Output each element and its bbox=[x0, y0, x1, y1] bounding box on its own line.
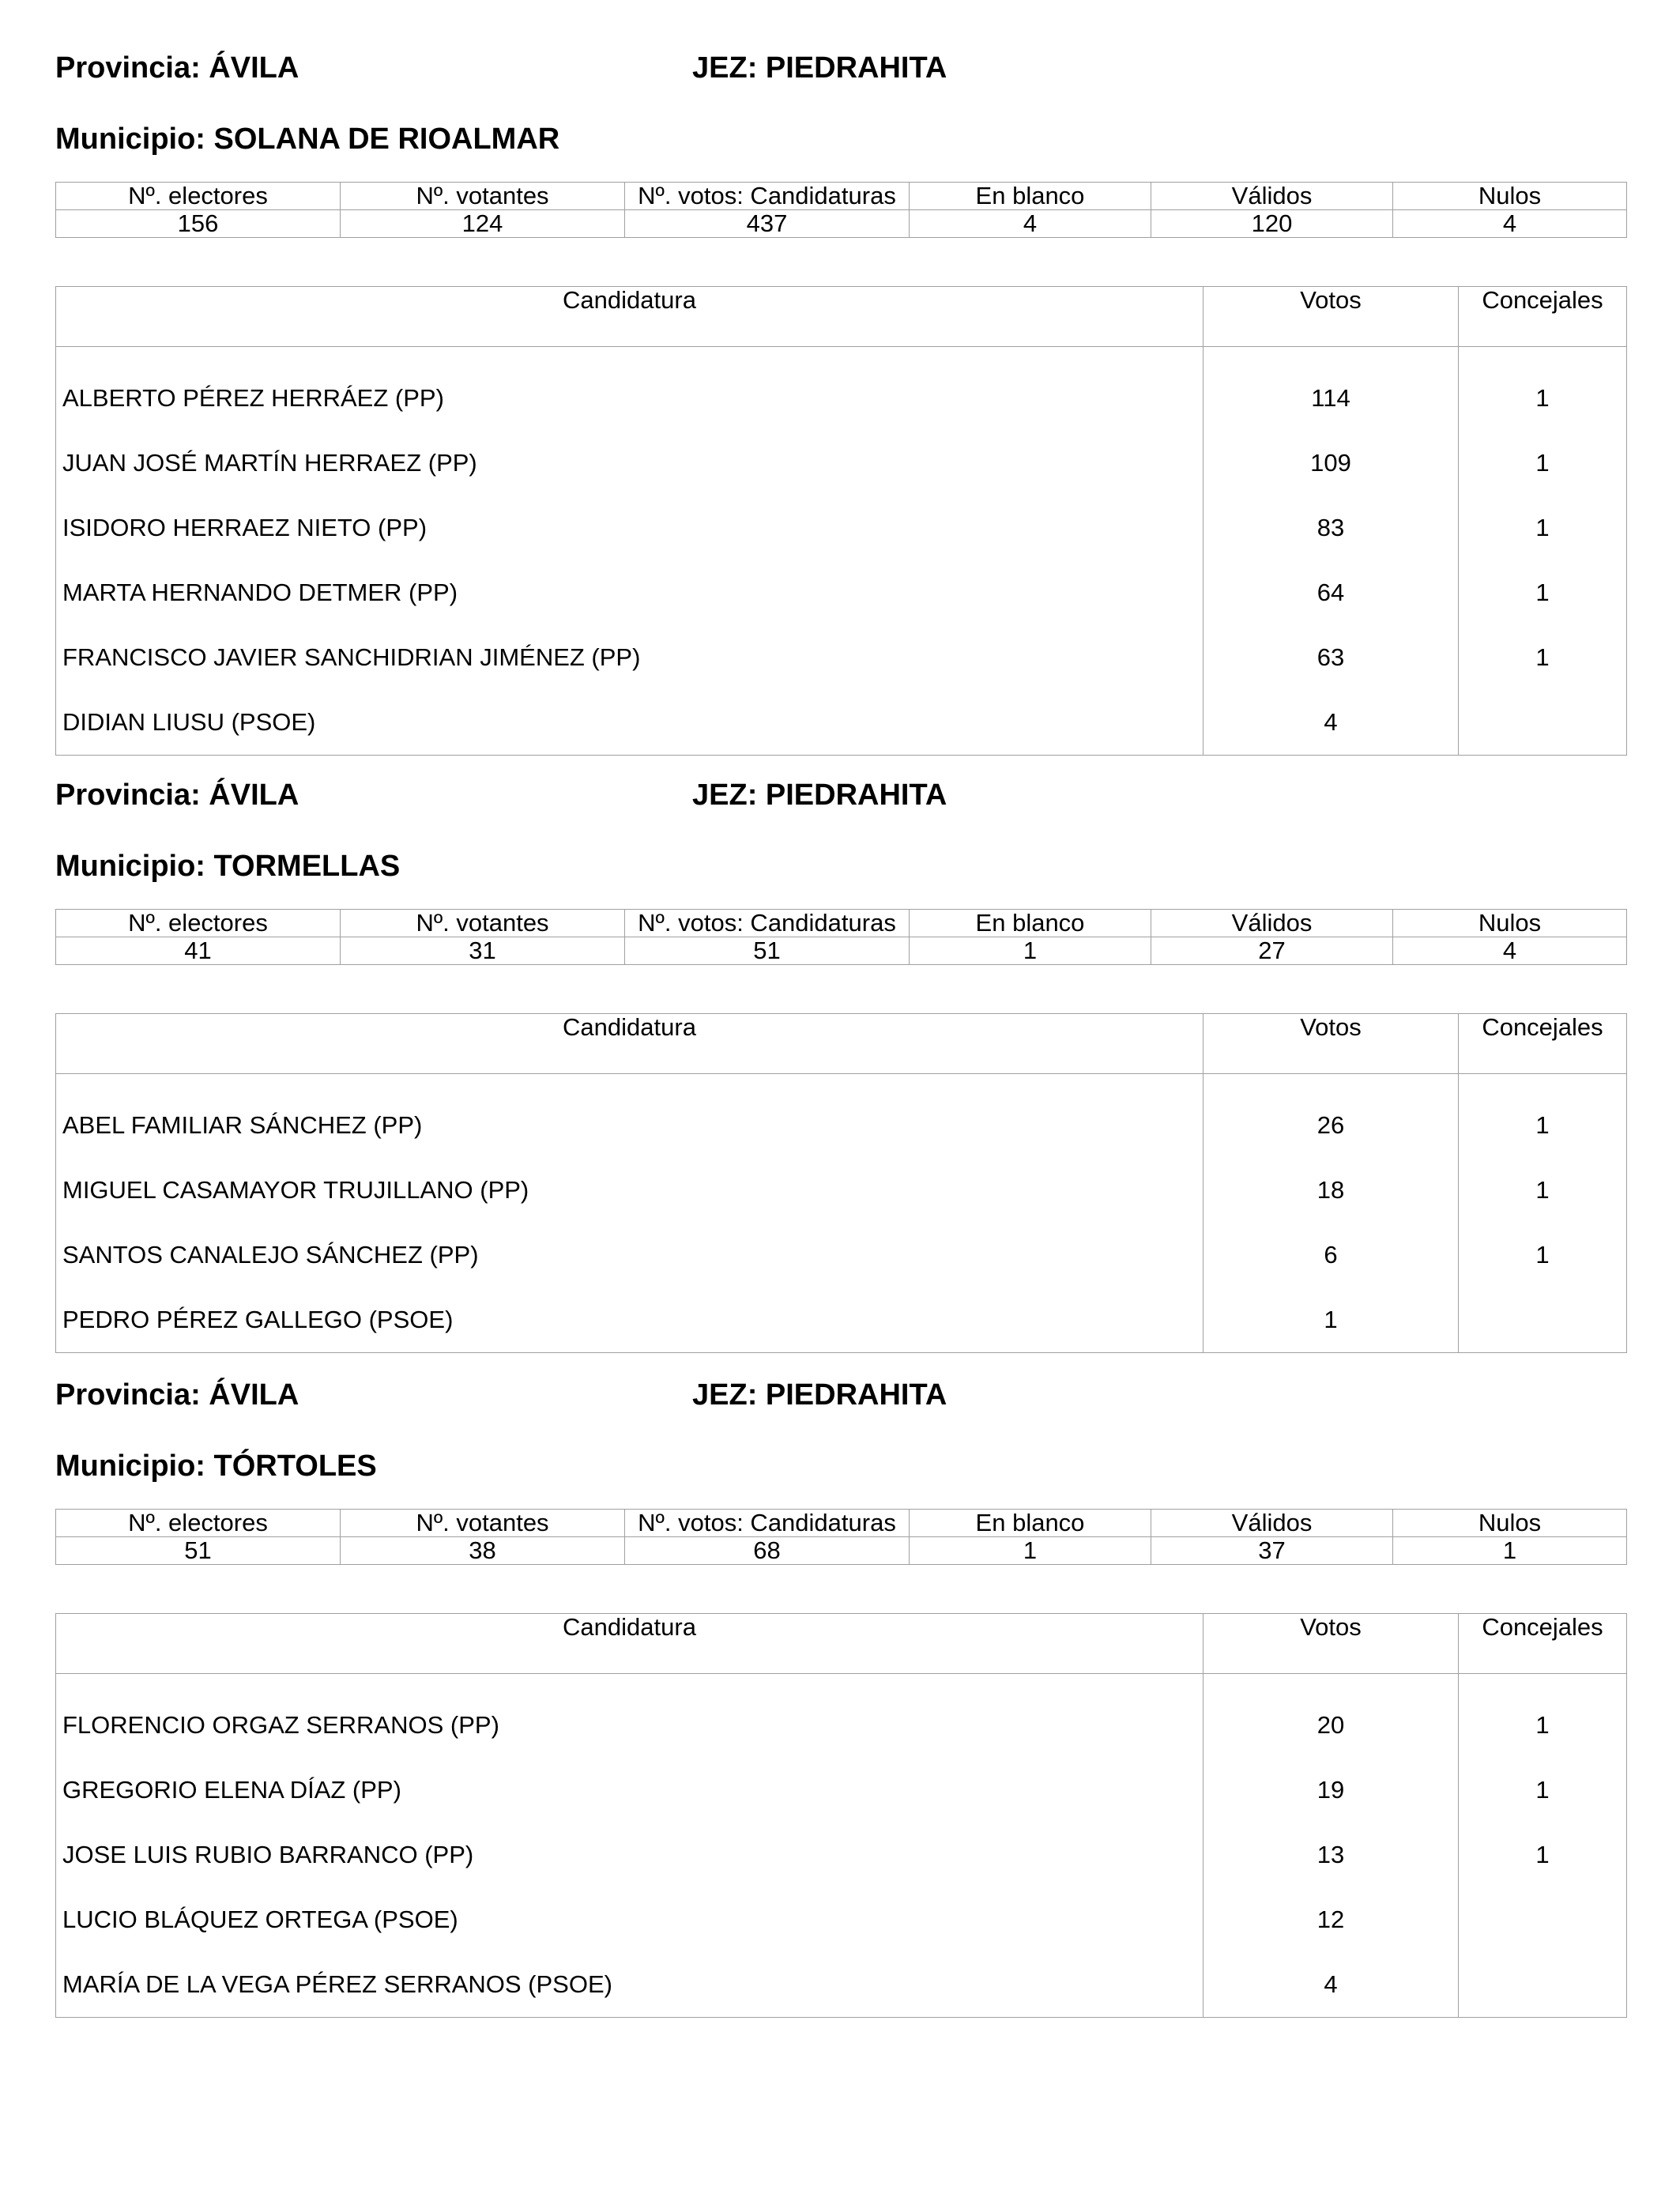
candidate-concejales: 1 bbox=[1459, 347, 1627, 432]
candidate-row bbox=[56, 560, 1627, 625]
jez-heading: JEZ: PIEDRAHITA bbox=[692, 51, 947, 85]
candidates-header-cell: Votos bbox=[1203, 287, 1459, 347]
summary-table bbox=[55, 1509, 1627, 1565]
candidate-votos: 114 bbox=[1203, 347, 1459, 432]
summary-value-cell: 37 bbox=[1151, 1537, 1393, 1565]
candidates-header-cell: Votos bbox=[1203, 1614, 1459, 1674]
candidate-row bbox=[56, 1223, 1627, 1287]
candidate-concejales: 1 bbox=[1459, 625, 1627, 690]
candidate-votos: 12 bbox=[1203, 1887, 1459, 1952]
candidate-name: DIDIAN LIUSU (PSOE) bbox=[56, 690, 1203, 756]
municipio-heading: Municipio: TÓRTOLES bbox=[55, 1449, 377, 1483]
summary-table bbox=[55, 182, 1627, 238]
candidate-votos: 13 bbox=[1203, 1823, 1459, 1887]
candidate-concejales: 1 bbox=[1459, 1674, 1627, 1759]
summary-header-cell: Nulos bbox=[1393, 910, 1627, 937]
candidate-row bbox=[56, 1952, 1627, 2018]
candidate-concejales: 1 bbox=[1459, 496, 1627, 560]
summary-header-cell: Válidos bbox=[1151, 183, 1393, 210]
summary-value-cell: 124 bbox=[341, 210, 625, 238]
provincia-heading: Provincia: ÁVILA bbox=[55, 778, 299, 812]
summary-header-cell: En blanco bbox=[910, 1510, 1151, 1537]
summary-header-cell: Nº. electores bbox=[56, 910, 341, 937]
candidate-name: LUCIO BLÁQUEZ ORTEGA (PSOE) bbox=[56, 1887, 1203, 1952]
summary-value-cell: 1 bbox=[910, 1537, 1151, 1565]
candidate-row bbox=[56, 1074, 1627, 1159]
candidate-votos: 64 bbox=[1203, 560, 1459, 625]
candidate-name: FLORENCIO ORGAZ SERRANOS (PP) bbox=[56, 1674, 1203, 1759]
candidates-header-cell: Concejales bbox=[1459, 1014, 1627, 1074]
jez-heading: JEZ: PIEDRAHITA bbox=[692, 778, 947, 812]
summary-value-cell: 4 bbox=[1393, 210, 1627, 238]
summary-value-cell: 51 bbox=[625, 937, 910, 965]
candidate-name: PEDRO PÉREZ GALLEGO (PSOE) bbox=[56, 1287, 1203, 1353]
candidate-concejales: 1 bbox=[1459, 560, 1627, 625]
summary-header-cell: Nº. votantes bbox=[341, 1510, 625, 1537]
summary-value-cell: 156 bbox=[56, 210, 341, 238]
summary-header-cell: Nº. votos: Candidaturas bbox=[625, 1510, 910, 1537]
candidates-table bbox=[55, 286, 1627, 756]
candidate-votos: 18 bbox=[1203, 1158, 1459, 1223]
summary-value-cell: 1 bbox=[910, 937, 1151, 965]
summary-value-cell: 51 bbox=[56, 1537, 341, 1565]
candidate-concejales: 1 bbox=[1459, 1758, 1627, 1823]
summary-value-cell: 41 bbox=[56, 937, 341, 965]
municipio-heading: Municipio: SOLANA DE RIOALMAR bbox=[55, 123, 560, 156]
candidates-table bbox=[55, 1013, 1627, 1353]
candidate-row bbox=[56, 1158, 1627, 1223]
summary-value-cell: 4 bbox=[910, 210, 1151, 238]
candidate-name: JUAN JOSÉ MARTÍN HERRAEZ (PP) bbox=[56, 431, 1203, 496]
candidate-votos: 63 bbox=[1203, 625, 1459, 690]
candidate-name: ABEL FAMILIAR SÁNCHEZ (PP) bbox=[56, 1074, 1203, 1159]
candidate-concejales bbox=[1459, 1887, 1627, 1952]
candidate-concejales: 1 bbox=[1459, 1074, 1627, 1159]
summary-header-cell: En blanco bbox=[910, 910, 1151, 937]
summary-header-cell: Nº. votos: Candidaturas bbox=[625, 183, 910, 210]
summary-header-cell: Nº. electores bbox=[56, 1510, 341, 1537]
candidate-row bbox=[56, 1674, 1627, 1759]
provincia-heading: Provincia: ÁVILA bbox=[55, 1378, 299, 1412]
candidate-votos: 109 bbox=[1203, 431, 1459, 496]
jez-heading: JEZ: PIEDRAHITA bbox=[692, 1378, 947, 1412]
candidate-votos: 83 bbox=[1203, 496, 1459, 560]
candidate-name: SANTOS CANALEJO SÁNCHEZ (PP) bbox=[56, 1223, 1203, 1287]
candidate-concejales bbox=[1459, 1287, 1627, 1353]
summary-header-cell: Nulos bbox=[1393, 183, 1627, 210]
candidate-row bbox=[56, 1823, 1627, 1887]
candidate-votos: 26 bbox=[1203, 1074, 1459, 1159]
candidate-row bbox=[56, 347, 1627, 432]
candidate-row bbox=[56, 496, 1627, 560]
candidates-header-cell: Candidatura bbox=[56, 1014, 1203, 1074]
summary-value-cell: 68 bbox=[625, 1537, 910, 1565]
summary-header-cell: En blanco bbox=[910, 183, 1151, 210]
summary-value-cell: 437 bbox=[625, 210, 910, 238]
candidate-row bbox=[56, 625, 1627, 690]
summary-value-cell: 38 bbox=[341, 1537, 625, 1565]
candidate-row bbox=[56, 431, 1627, 496]
candidates-header-cell: Candidatura bbox=[56, 1614, 1203, 1674]
candidate-name: ALBERTO PÉREZ HERRÁEZ (PP) bbox=[56, 347, 1203, 432]
candidate-votos: 4 bbox=[1203, 690, 1459, 756]
candidates-header-cell: Concejales bbox=[1459, 1614, 1627, 1674]
candidates-table bbox=[55, 1613, 1627, 2018]
summary-value-cell: 4 bbox=[1393, 937, 1627, 965]
summary-header-cell: Nº. votantes bbox=[341, 183, 625, 210]
candidate-concejales: 1 bbox=[1459, 431, 1627, 496]
candidate-name: JOSE LUIS RUBIO BARRANCO (PP) bbox=[56, 1823, 1203, 1887]
summary-header-cell: Nulos bbox=[1393, 1510, 1627, 1537]
candidate-row bbox=[56, 1758, 1627, 1823]
summary-value-cell: 31 bbox=[341, 937, 625, 965]
candidate-votos: 19 bbox=[1203, 1758, 1459, 1823]
municipio-heading: Municipio: TORMELLAS bbox=[55, 850, 401, 883]
candidate-row bbox=[56, 1287, 1627, 1353]
candidate-concejales: 1 bbox=[1459, 1223, 1627, 1287]
candidate-row bbox=[56, 1887, 1627, 1952]
candidate-votos: 6 bbox=[1203, 1223, 1459, 1287]
summary-value-cell: 1 bbox=[1393, 1537, 1627, 1565]
candidate-concejales bbox=[1459, 1952, 1627, 2018]
candidate-name: FRANCISCO JAVIER SANCHIDRIAN JIMÉNEZ (PP) bbox=[56, 625, 1203, 690]
summary-header-cell: Nº. electores bbox=[56, 183, 341, 210]
summary-header-cell: Válidos bbox=[1151, 910, 1393, 937]
candidate-votos: 1 bbox=[1203, 1287, 1459, 1353]
candidate-name: MARTA HERNANDO DETMER (PP) bbox=[56, 560, 1203, 625]
summary-header-cell: Válidos bbox=[1151, 1510, 1393, 1537]
candidate-votos: 20 bbox=[1203, 1674, 1459, 1759]
candidate-concejales: 1 bbox=[1459, 1158, 1627, 1223]
summary-value-cell: 27 bbox=[1151, 937, 1393, 965]
summary-header-cell: Nº. votos: Candidaturas bbox=[625, 910, 910, 937]
candidate-name: MIGUEL CASAMAYOR TRUJILLANO (PP) bbox=[56, 1158, 1203, 1223]
candidate-votos: 4 bbox=[1203, 1952, 1459, 2018]
candidate-concejales bbox=[1459, 690, 1627, 756]
summary-table bbox=[55, 909, 1627, 965]
summary-value-cell: 120 bbox=[1151, 210, 1393, 238]
candidate-name: ISIDORO HERRAEZ NIETO (PP) bbox=[56, 496, 1203, 560]
candidates-header-cell: Concejales bbox=[1459, 287, 1627, 347]
candidate-name: GREGORIO ELENA DÍAZ (PP) bbox=[56, 1758, 1203, 1823]
candidates-header-cell: Candidatura bbox=[56, 287, 1203, 347]
candidate-row bbox=[56, 690, 1627, 756]
candidates-header-cell: Votos bbox=[1203, 1014, 1459, 1074]
summary-header-cell: Nº. votantes bbox=[341, 910, 625, 937]
candidate-concejales: 1 bbox=[1459, 1823, 1627, 1887]
candidate-name: MARÍA DE LA VEGA PÉREZ SERRANOS (PSOE) bbox=[56, 1952, 1203, 2018]
provincia-heading: Provincia: ÁVILA bbox=[55, 51, 299, 85]
